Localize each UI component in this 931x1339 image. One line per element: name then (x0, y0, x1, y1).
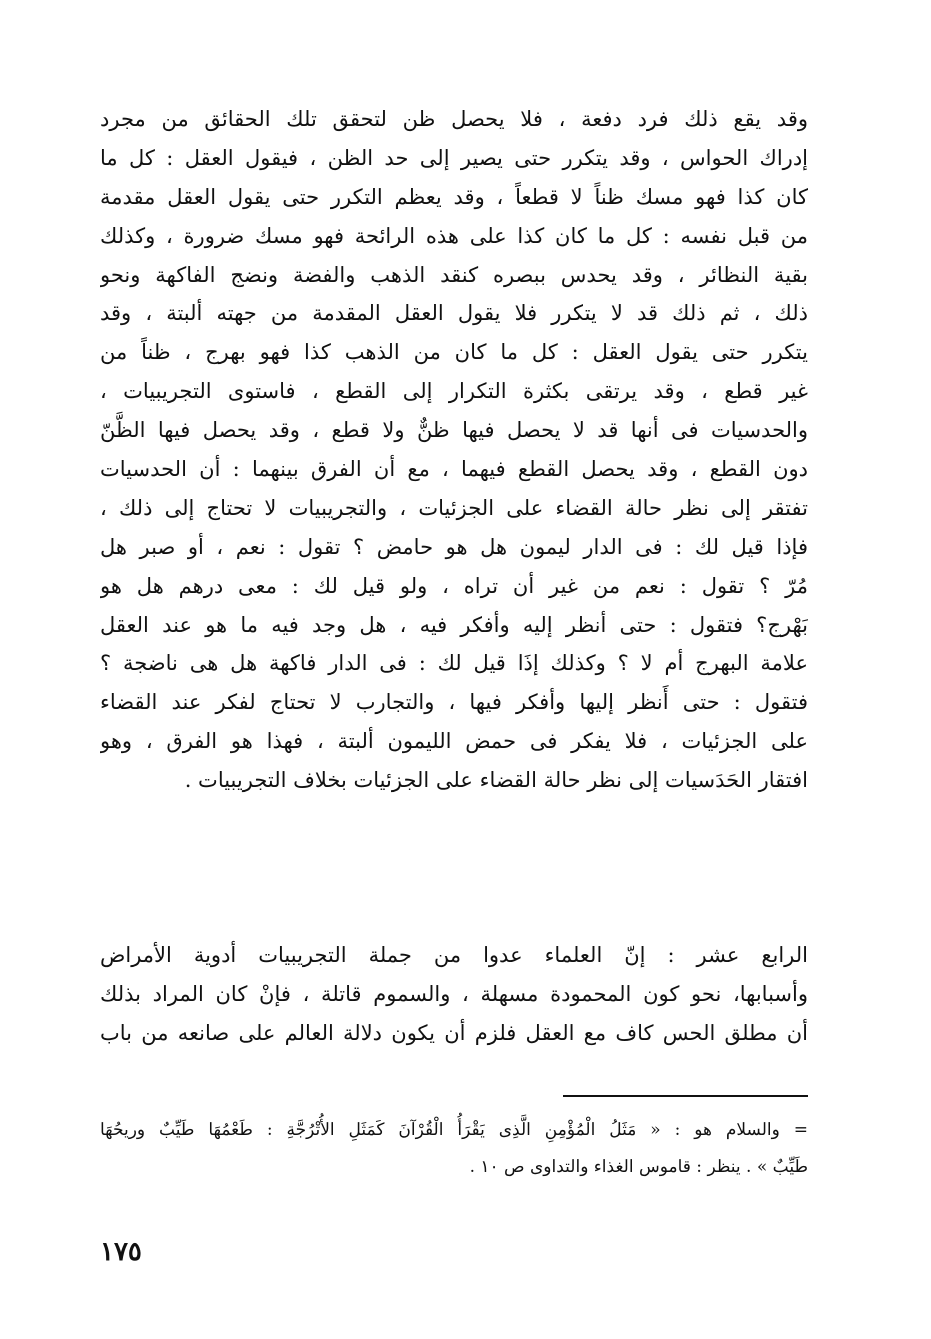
text-line: وقد يقع ذلك فرد دفعة ، فلا يحصل ظن لتحقق تلك الحقائق من مجرد (100, 107, 808, 131)
text-line: من قبل نفسه : كل ما كان كذا على هذه الرائحة فهو مسك ضرورة ، وكذلك (100, 223, 808, 248)
text-line: افتقار الحَدَسيات إلى نظر حالة القضاء على الجزئيات بخلاف التجريبيات . (184, 768, 808, 793)
footnote-line: = والسلام هو : « مَثَلُ الْمُؤْمِنِ الَّذِى يَقْرَأُ الْقُرْآنَ كَمَثَلِ الأُتْرُجَّةِ : طَعْمُهَا طَيِّبٌ وريحُهَا (100, 1120, 808, 1140)
text-line: والحدسيات فى أنها قد لا يحصل فيها ظنٌّ ولا قطع ، وقد يحصل فيها الظَّنّ (100, 418, 808, 443)
text-line: غير قطع ، وقد يرتقى بكثرة التكرار إلى القطع ، فاستوى التجريبيات ، (100, 379, 808, 404)
text-line: فتقول : حتى أَنظر إليها وأفكر فيها ، والتجارب لا تحتاج لفكر عند القضاء (100, 690, 808, 715)
text-line: تفتقر إلى نظر حالة القضاء على الجزئيات ، والتجريبيات لا تحتاج إلى ذلك ، (100, 495, 808, 520)
paragraph-fourteenth (100, 936, 808, 1053)
text-line: مُرّ ؟ تقول : نعم من غير أن تراه ، ولو قيل لك : معى درهم هل هو (100, 573, 808, 598)
text-line: دون القطع ، وقد يحصل القطع فيهما ، مع أن الفرق بينهما : أن الحدسيات (100, 457, 808, 482)
text-line: علامة البهرج أم لا ؟ وكذلك إذَا قيل لك : فى الدار فاكهة هل هى ناضجة ؟ (100, 651, 808, 676)
text-line: أن مطلق الحس كاف مع العقل فلزم أن يكون دلالة العالم على صانعه من باب (100, 1020, 808, 1045)
footnote (100, 1112, 808, 1186)
text-line: يتكرر حتى يقول العقل : كل ما كان من الذهب كذا فهو بهرج ، ظناً من (100, 340, 808, 365)
text-line: بَهْرج؟ فتقول : حتى أنظر إليه وأفكر فيه ، هل وجد فيه ما هو عند العقل (100, 612, 808, 637)
footnote-separator (563, 1095, 808, 1097)
text-line: الرابع عشر : إنّ العلماء عدوا من جملة التجريبيات أدوية الأمراض (100, 943, 808, 967)
text-line: كان كذا فهو مسك ظناً لا قطعاً ، وقد يعظم التكرر حتى يقول العقل مقدمة (100, 184, 808, 209)
text-line: وأسبابها، نحو كون المحمودة مسهلة ، والسموم قاتلة ، فإنْ كان المراد بذلك (100, 981, 808, 1006)
text-line: إدراك الحواس ، وقد يتكرر حتى يصير إلى حد الظن ، فيقول العقل : كل ما (100, 145, 808, 170)
text-line: على الجزئيات ، فلا يفكر فى حمض الليمون ألبتة ، فهذا هو الفرق ، وهو (100, 729, 808, 754)
text-line: بقية النظائر ، وقد يحدس ببصره كنقد الذهب والفضة ونضج الفاكهة ونحو (100, 262, 808, 287)
footnote-line: طَيِّبٌ » . ينظر : قاموس الغذاء والتداوى ص ١٠ . (469, 1157, 808, 1177)
text-line: ذلك ، ثم ذلك قد لا يتكرر فلا يقول العقل المقدمة من جهته ألبتة ، وقد (100, 301, 808, 326)
paragraph-main (100, 100, 808, 800)
text-line: فإذا قيل لك : فى الدار ليمون هل هو حامض ؟ تقول : نعم ، أو صبر هل (100, 534, 808, 559)
page-number: ١٧٥ (100, 1237, 142, 1267)
